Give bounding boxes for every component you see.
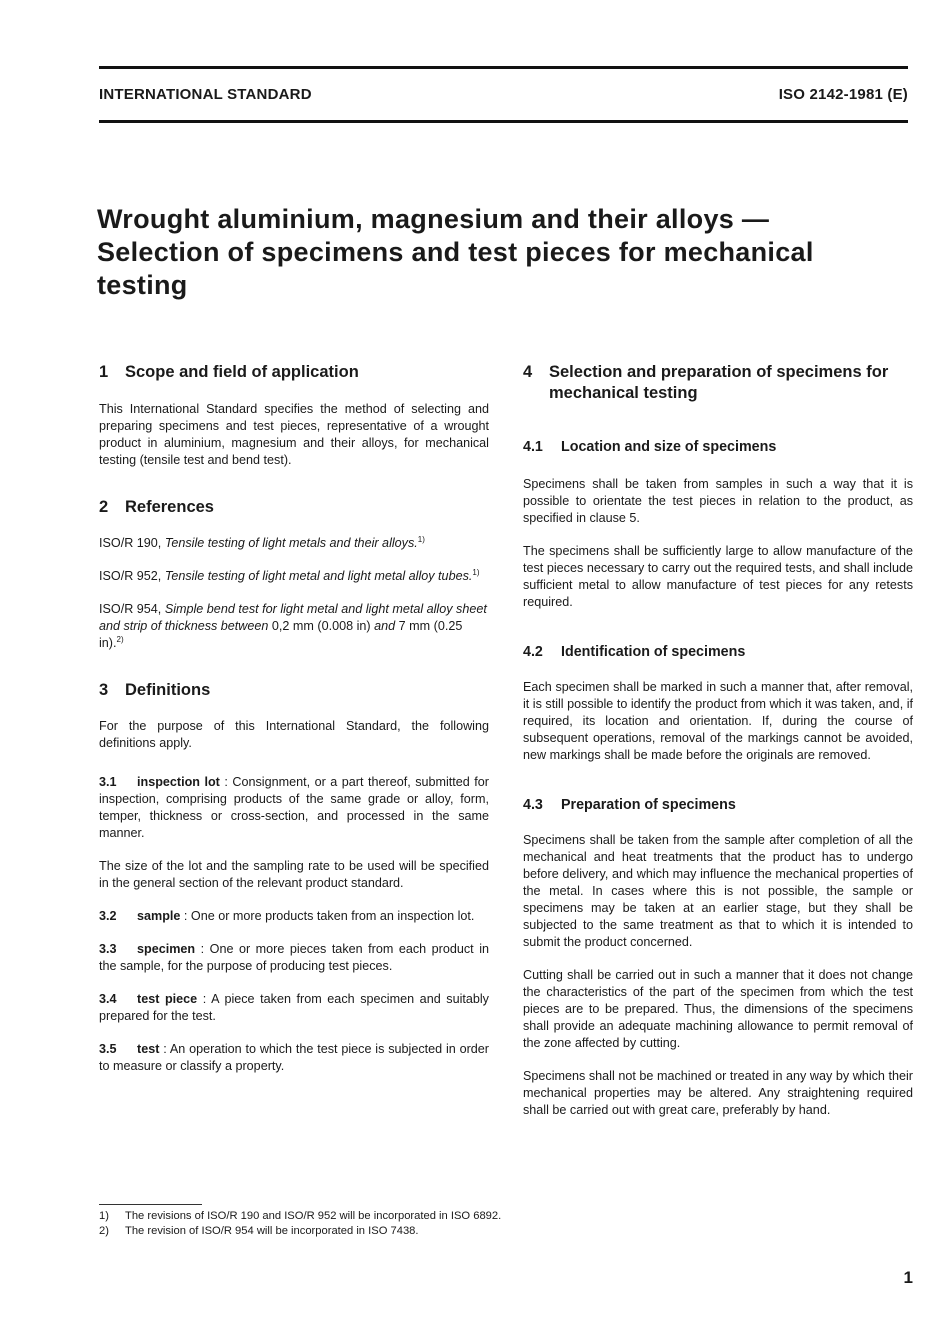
- right-column: [523, 362, 913, 1135]
- header-standard-number: ISO 2142-1981 (E): [778, 86, 908, 103]
- section-1-paragraph: This International Standard specifies the method of selecting and preparing specimens and test pieces, representative of a wrought product in aluminium, magnesium and their alloys, for mechanical testing (tensile test and bend test).: [99, 402, 489, 467]
- title-line-1: Wrought aluminium, magnesium and their alloys —: [97, 204, 770, 234]
- definition-inspection-lot: 3.1 inspection lot : Consignment, or a part thereof, submitted for inspection, comprising products of the same grade or alloy, form, temper, thickness or cross-section, and processed in the same manner.: [99, 775, 490, 840]
- reference-iso-r-952: ISO/R 952, Tensile testing of light metal and light metal alloy tubes.$^{1)}$: [99, 567, 480, 583]
- document-title: [97, 203, 897, 302]
- definition-lot-note: The size of the lot and the sampling rate to be used will be specified in the general section of the relevant product standard.: [99, 859, 489, 890]
- section-4-1-paragraph-1: Specimens shall be taken from samples in such a way that it is possible to orientate the test pieces in relation to the product, as specified in clause 5.: [523, 477, 913, 525]
- section-4-1-paragraph-2: The specimens shall be sufficiently large to allow manufacture of the test pieces necessary to carry out the required tests, and shall include sufficient metal to allow manufacture of test pieces for any retests required.: [523, 544, 913, 609]
- header-bottom-rule: [99, 120, 908, 123]
- title-line-3: testing: [97, 270, 188, 300]
- section-4-2-paragraph-1: Each specimen shall be marked in such a manner that, after removal, it is still possible to identify the product from which it was taken, and, if required, its location and orientation. If, during the course of subsequent operations, removal of the markings cannot be avoided, new markings shall be made before the originals are removed.: [523, 680, 913, 762]
- definition-test: 3.5 test : An operation to which the test piece is subjected in order to measure or classify a property.: [99, 1042, 489, 1073]
- footnote-rule: [99, 1204, 202, 1205]
- left-column: [99, 362, 489, 1091]
- reference-iso-r-190: ISO/R 190, Tensile testing of light metals and their alloys.$^{1)}$: [99, 534, 425, 550]
- footnote-1: 1) The revisions of ISO/R 190 and ISO/R 952 will be incorporated in ISO 6892.: [99, 1210, 502, 1222]
- header-top-rule: [99, 66, 908, 69]
- section-4-heading: 4 Selection and preparation of specimens for mechanical testing: [523, 363, 889, 402]
- section-4-3-paragraph-3: Specimens shall not be machined or treated in any way by which their mechanical properties may be altered. Any straightening required shall be carried out with great care, preferably by hand.: [523, 1069, 913, 1117]
- section-4-3-heading: 4.3 Preparation of specimens: [523, 797, 736, 813]
- reference-iso-r-954: ISO/R 954, Simple bend test for light metal and light metal alloy sheet and strip of thickness between 0,2 mm (0.008 in) and 7 mm (0.25 in).$^{2)}$: [99, 602, 487, 650]
- definition-test-piece: 3.4 test piece : A piece taken from each specimen and suitably prepared for the test.: [99, 992, 489, 1023]
- section-4-3-paragraph-1: Specimens shall be taken from the sample after completion of all the mechanical and heat treatments that the product has to undergo before delivery, and which may influence the mechanical properties of the metal. In cases where this is not possible, the sample or specimens may be taken at an earlier stage, but they shall be subjected to the same treatment as that to which it is intended to submit the product concerned.: [523, 833, 913, 949]
- section-4-2-heading: 4.2 Identification of specimens: [523, 644, 746, 660]
- header-standard-type: INTERNATIONAL STANDARD: [99, 86, 312, 103]
- definition-sample: 3.2 sample : One or more products taken from an inspection lot.: [99, 909, 475, 923]
- section-4-1-heading: 4.1 Location and size of specimens: [523, 439, 777, 455]
- page-number: 1: [903, 1268, 913, 1287]
- section-1-heading: 1 Scope and field of application: [99, 363, 359, 381]
- section-2-heading: 2 References: [99, 498, 214, 516]
- section-4-3-paragraph-2: Cutting shall be carried out in such a manner that it does not change the characteristics of the part of the specimen from which the test pieces are to be prepared. Thus, the dimensions of the specimens shall provide an adequate machining allowance to permit removal of the zone affected by cutting.: [523, 968, 913, 1050]
- definition-specimen: 3.3 specimen : One or more pieces taken from each product in the sample, for the purpose of producing test pieces.: [99, 942, 489, 973]
- definitions-intro: For the purpose of this International Standard, the following definitions apply.: [99, 719, 489, 750]
- title-line-2: Selection of specimens and test pieces for mechanical: [97, 237, 814, 267]
- section-3-heading: 3 Definitions: [99, 681, 211, 699]
- footnote-2: 2) The revision of ISO/R 954 will be incorporated in ISO 7438.: [99, 1225, 419, 1237]
